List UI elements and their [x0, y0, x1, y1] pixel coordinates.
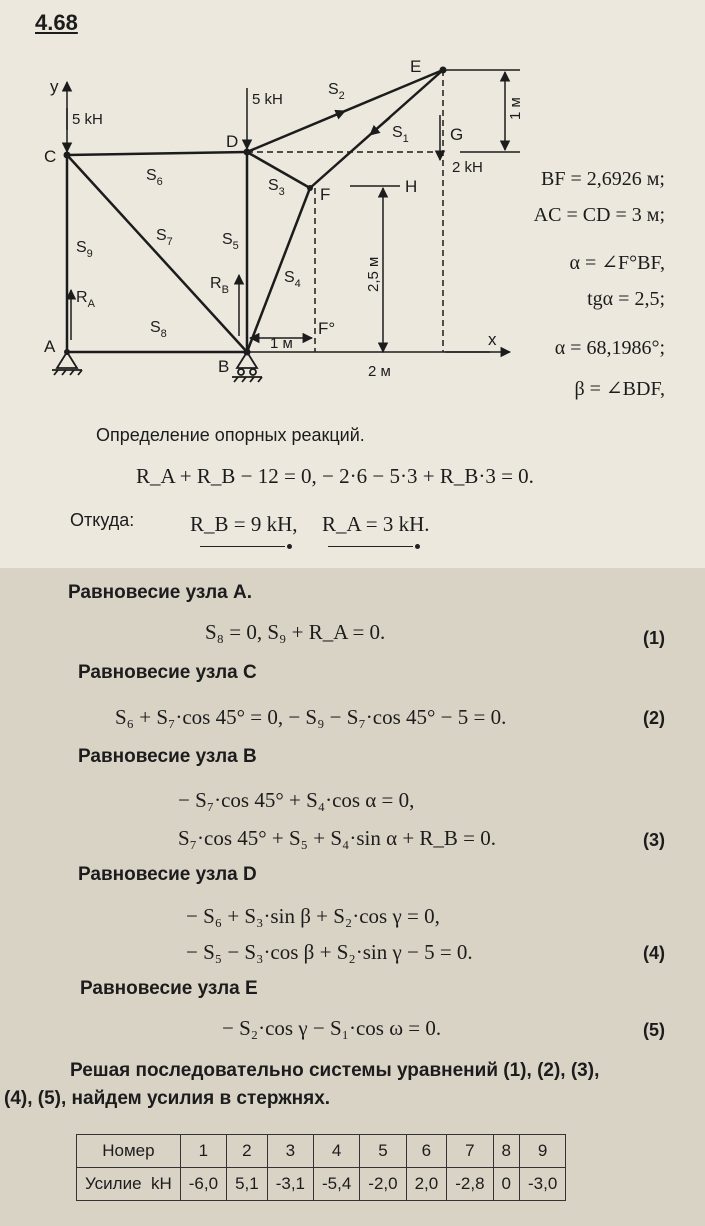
given-line-6: β = ∠BDF, — [574, 378, 665, 400]
member-s5-label: $S_5$ — [222, 231, 239, 252]
load-d-label: 5 kH — [252, 91, 283, 108]
reaction-a-label: $R_A$ — [76, 289, 95, 310]
table-cell: 5,1 — [227, 1168, 268, 1201]
table-cell: -5,4 — [314, 1168, 360, 1201]
problem-number: 4.68 — [35, 10, 78, 35]
node-a-dot — [64, 349, 70, 355]
given-line-4: tgα = 2,5; — [587, 288, 665, 310]
table-cell: 8 — [493, 1135, 519, 1168]
member-s2-label: $S_2$ — [328, 81, 345, 102]
member-s8-label: $S_8$ — [150, 319, 167, 340]
node-g-label: G — [450, 125, 464, 144]
member-s7-label: $S_7$ — [156, 227, 173, 248]
given-line-5: α = 68,1986°; — [554, 337, 665, 359]
node-d-label: D — [226, 132, 239, 151]
reactions-heading: Определение опорных реакций. — [96, 425, 365, 445]
conclusion-line-1: Решая последовательно системы уравнений (1), (2), (3), — [70, 1060, 600, 1081]
node-e-dot — [440, 67, 447, 74]
row-label-force: Усилие kH — [77, 1168, 181, 1201]
given-line-2: AC = CD = 3 м; — [533, 204, 665, 226]
whence-label: Откуда: — [70, 510, 135, 530]
table-cell: 1 — [180, 1135, 226, 1168]
axis-x-label: x — [488, 330, 497, 349]
equilibrium-b-heading: Равновесие узла B — [78, 746, 257, 767]
table-row-numbers — [77, 1135, 566, 1168]
node-c-label: C — [44, 147, 57, 166]
dim-f0g-label: 2 м — [368, 363, 391, 380]
results-table — [76, 1134, 566, 1201]
equilibrium-b-line-1: − S₇·cos 45° + S₄·cos α = 0, — [178, 788, 415, 812]
rb-underline-dot — [287, 544, 292, 549]
equation-number-1: (1) — [643, 628, 665, 648]
ra-underline-dot — [415, 544, 420, 549]
equilibrium-c-heading: Равновесие узла C — [78, 662, 257, 683]
s1-arrow — [370, 118, 390, 135]
table-cell: 2 — [227, 1135, 268, 1168]
node-d-dot — [244, 149, 251, 156]
equilibrium-b-line-2: S₇·cos 45° + S₅ + S₄·sin α + R_B = 0. — [178, 826, 497, 850]
node-a-label: A — [44, 337, 56, 356]
table-cell: -2,0 — [360, 1168, 406, 1201]
node-b-label: B — [218, 357, 230, 376]
table-cell: 0 — [493, 1168, 519, 1201]
s2-arrow — [290, 111, 345, 134]
reaction-b-label: $R_B$ — [210, 275, 229, 296]
member-6 — [67, 152, 247, 155]
node-f0-label: F° — [318, 319, 336, 338]
node-e-label: E — [410, 57, 422, 76]
table-cell: 7 — [447, 1135, 493, 1168]
load-g-label: 2 kH — [452, 159, 483, 176]
dim-fh-label: 2,5 м — [365, 256, 382, 292]
node-h-label: H — [405, 177, 418, 196]
rb-underline — [200, 546, 285, 547]
table-cell: 5 — [360, 1135, 406, 1168]
equation-number-2: (2) — [643, 708, 665, 728]
dim-bf0-label: 1 м — [270, 335, 293, 352]
table-cell: -2,8 — [447, 1168, 493, 1201]
reactions-equation: R_A + R_B − 12 = 0, − 2·6 − 5·3 + R_B·3 = 0. — [136, 464, 534, 488]
member-4 — [247, 188, 310, 352]
equilibrium-d-heading: Равновесие узла D — [78, 864, 257, 885]
table-cell: -3,1 — [267, 1168, 313, 1201]
row-label-number: Номер — [77, 1135, 181, 1168]
ra-underline — [328, 546, 413, 547]
node-f-label: F — [320, 185, 331, 204]
table-cell: 3 — [267, 1135, 313, 1168]
equilibrium-d-line-2: − S₅ − S₃·cos β + S₂·sin γ − 5 = 0. — [186, 940, 473, 964]
table-cell: 9 — [520, 1135, 566, 1168]
axis-y-label: y — [50, 77, 59, 96]
member-s6-label: $S_6$ — [146, 167, 163, 188]
dim-eg-label: 1 м — [507, 97, 524, 120]
equation-number-4: (4) — [643, 943, 665, 963]
table-cell: -3,0 — [520, 1168, 566, 1201]
table-cell: 4 — [314, 1135, 360, 1168]
rb-result: R_B = 9 kH, — [190, 512, 298, 536]
table-cell: 6 — [406, 1135, 447, 1168]
table-cell: -6,0 — [180, 1168, 226, 1201]
member-s4-label: $S_4$ — [284, 269, 301, 290]
equation-number-3: (3) — [643, 830, 665, 850]
node-b-dot — [244, 349, 251, 356]
equation-number-5: (5) — [643, 1020, 665, 1040]
given-line-1: BF = 2,6926 м; — [541, 168, 665, 190]
table-cell: 2,0 — [406, 1168, 447, 1201]
equilibrium-a-heading: Равновесие узла A. — [68, 582, 253, 603]
table-row-forces — [77, 1168, 566, 1201]
member-s3-label: $S_3$ — [268, 177, 285, 198]
equilibrium-d-line-1: − S₆ + S₃·sin β + S₂·cos γ = 0, — [186, 904, 440, 928]
member-s9-label: $S_9$ — [76, 239, 93, 260]
node-f-dot — [307, 185, 313, 191]
node-c-dot — [64, 152, 71, 159]
member-s1-label: $S_1$ — [392, 124, 409, 145]
equilibrium-e-heading: Равновесие узла E — [80, 978, 258, 999]
equilibrium-e-line-1: − S₂·cos γ − S₁·cos ω = 0. — [222, 1016, 442, 1040]
given-line-3: α = ∠F°BF, — [569, 252, 665, 274]
equilibrium-c-line-1: S₆ + S₇·cos 45° = 0, − S₉ − S₇·cos 45° − 5 = 0. — [115, 705, 507, 729]
ra-result: R_A = 3 kH. — [322, 512, 430, 536]
equilibrium-a-line-1: S₈ = 0, S₉ + R_A = 0. — [205, 620, 386, 644]
load-c-label: 5 kH — [72, 111, 103, 128]
conclusion-line-2: (4), (5), найдем усилия в стержнях. — [4, 1088, 331, 1109]
